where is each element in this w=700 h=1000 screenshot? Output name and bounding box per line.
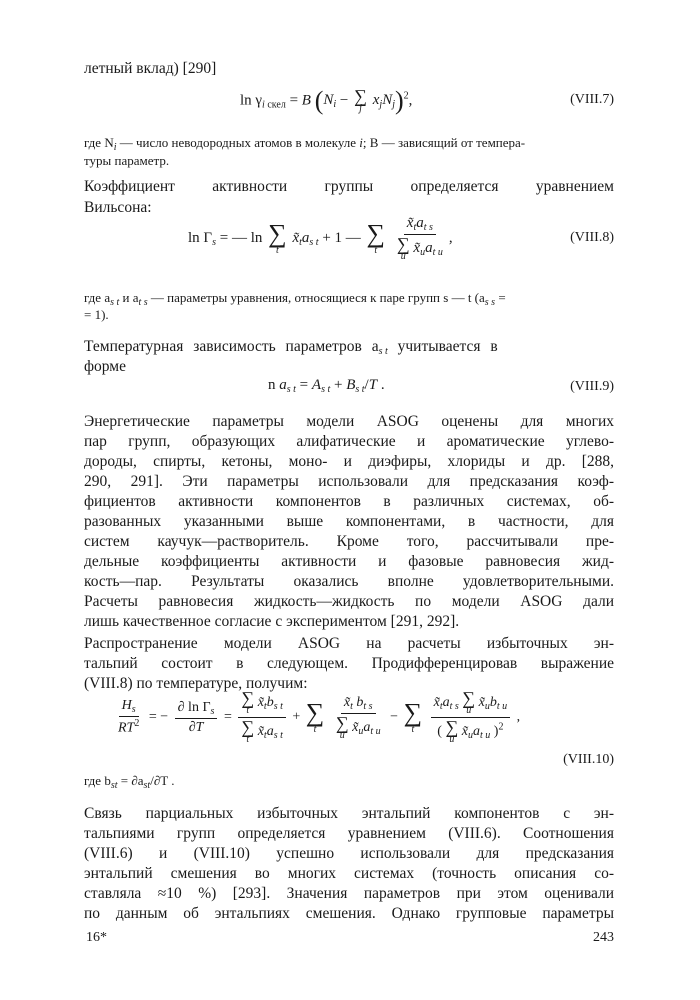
- text-line: Связь парциальных избыточных энтальпий компонентов с эн-: [84, 805, 614, 822]
- text-line: 290, 291]. Эти параметры использовали для предсказания коэф-: [84, 473, 614, 490]
- equation-viii-10: $\frac{H_s}{RT^2}$ = − $\frac{\partial \ln \Gamma_s}{\partial T}$ = ∑ t $x̃_tb_{s t}$ ∑ t $x̃_ta_{s t}$ + ∑ t $x̃_t$ $b_{t s}$ ∑ u $x̃_ua_{t u}$ − ∑ t $x̃_ta_{t s}$ ∑ u $x̃_ub_{t u}$ ( ∑ u $x̃_ua_{t u}$ )$^2$ ,: [118, 688, 521, 745]
- equation-number: (VIII.10): [563, 752, 614, 767]
- text-line: туры параметр.: [84, 153, 170, 168]
- text-line: где $b_{st} = \partial a_{st}/\partial T$ .: [84, 773, 175, 791]
- text-line: Коэффициент активности группы определяется уравнением: [84, 178, 614, 195]
- equation-viii-8: $\ln \Gamma_s$ = — ln ∑ t $x̃_ta_{s t} + 1$ — ∑ t $x̃_ta_{t s}$ ∑ u $x̃_ua_{t u}$ ,: [188, 215, 453, 262]
- text-line: (VIII.8) по температуре, получим:: [84, 675, 308, 692]
- equation-number: (VIII.9): [570, 379, 614, 394]
- text-line: по данным об энтальпиях смешения. Однако групповые параметры: [84, 905, 614, 922]
- equation-number: (VIII.8): [570, 230, 614, 245]
- page-number: 243: [593, 930, 614, 945]
- text-line: Температурная зависимость параметров $a_{s t}$ учитывается в: [84, 338, 498, 357]
- text-line: энтальпий смешения во многих системах (точность описания со-: [84, 865, 614, 882]
- text-line: дороды, спирты, кетоны, моно- и диэфиры, хлориды и др. [288,: [84, 453, 614, 470]
- text-line: летный вклад) [290]: [84, 60, 217, 77]
- text-line: где $N_i$ — число неводородных атомов в молекуле i; B — зависящий от темпера-: [84, 135, 526, 153]
- text-line: кость—пар. Результаты оказались вполне удовлетворительными.: [84, 573, 614, 590]
- text-line: дельные коэффициенты активности и фазовые равновесия жид-: [84, 553, 614, 570]
- text-line: лишь качественное согласие с экспериментом [291, 292].: [84, 613, 460, 630]
- equation-viii-9: n $a_{s t} = A_{s t} + B_{s t}/T$ .: [268, 377, 385, 395]
- text-line: разованных указанными выше компонентами, в частности, для: [84, 513, 614, 530]
- text-line: тальпий состоит в следующем. Продифференцировав выражение: [84, 655, 614, 672]
- text-line: тальпиями групп определяется уравнением (VIII.6). Соотношения: [84, 825, 614, 842]
- text-line: Вильсона:: [84, 199, 152, 216]
- text-line: фициентов активности компонентов в различных системах, об-: [84, 493, 614, 510]
- text-line: ставляла ≈10 %) [293]. Значения параметров при этом оценивали: [84, 885, 614, 902]
- text-line: = 1).: [84, 307, 109, 322]
- text-line: систем каучук—растворитель. Кроме того, рассчитывали пре-: [84, 533, 614, 550]
- text-line: Энергетические параметры модели ASOG оценены для многих: [84, 413, 614, 430]
- text-line: Расчеты равновесия жидкость—жидкость по модели ASOG дали: [84, 593, 614, 610]
- equation-viii-7: $\ln \gamma_{i скел} = B$ ($N_i$ − ∑ j $x_jN_j)^2$,: [240, 86, 413, 115]
- text-line: пар групп, образующих алифатические и ароматические углево-: [84, 433, 614, 450]
- text-line: где $a_{s t}$ и $a_{t s}$ — параметры уравнения, относящиеся к паре групп s — t ($a_{s s}$ =: [84, 290, 506, 308]
- text-line: форме: [84, 358, 126, 375]
- equation-number: (VIII.7): [570, 92, 614, 107]
- text-line: Распространение модели ASOG на расчеты избыточных эн-: [84, 635, 614, 652]
- signature-mark: 16*: [86, 930, 107, 945]
- text-line: (VIII.6) и (VIII.10) успешно использовали для предсказания: [84, 845, 614, 862]
